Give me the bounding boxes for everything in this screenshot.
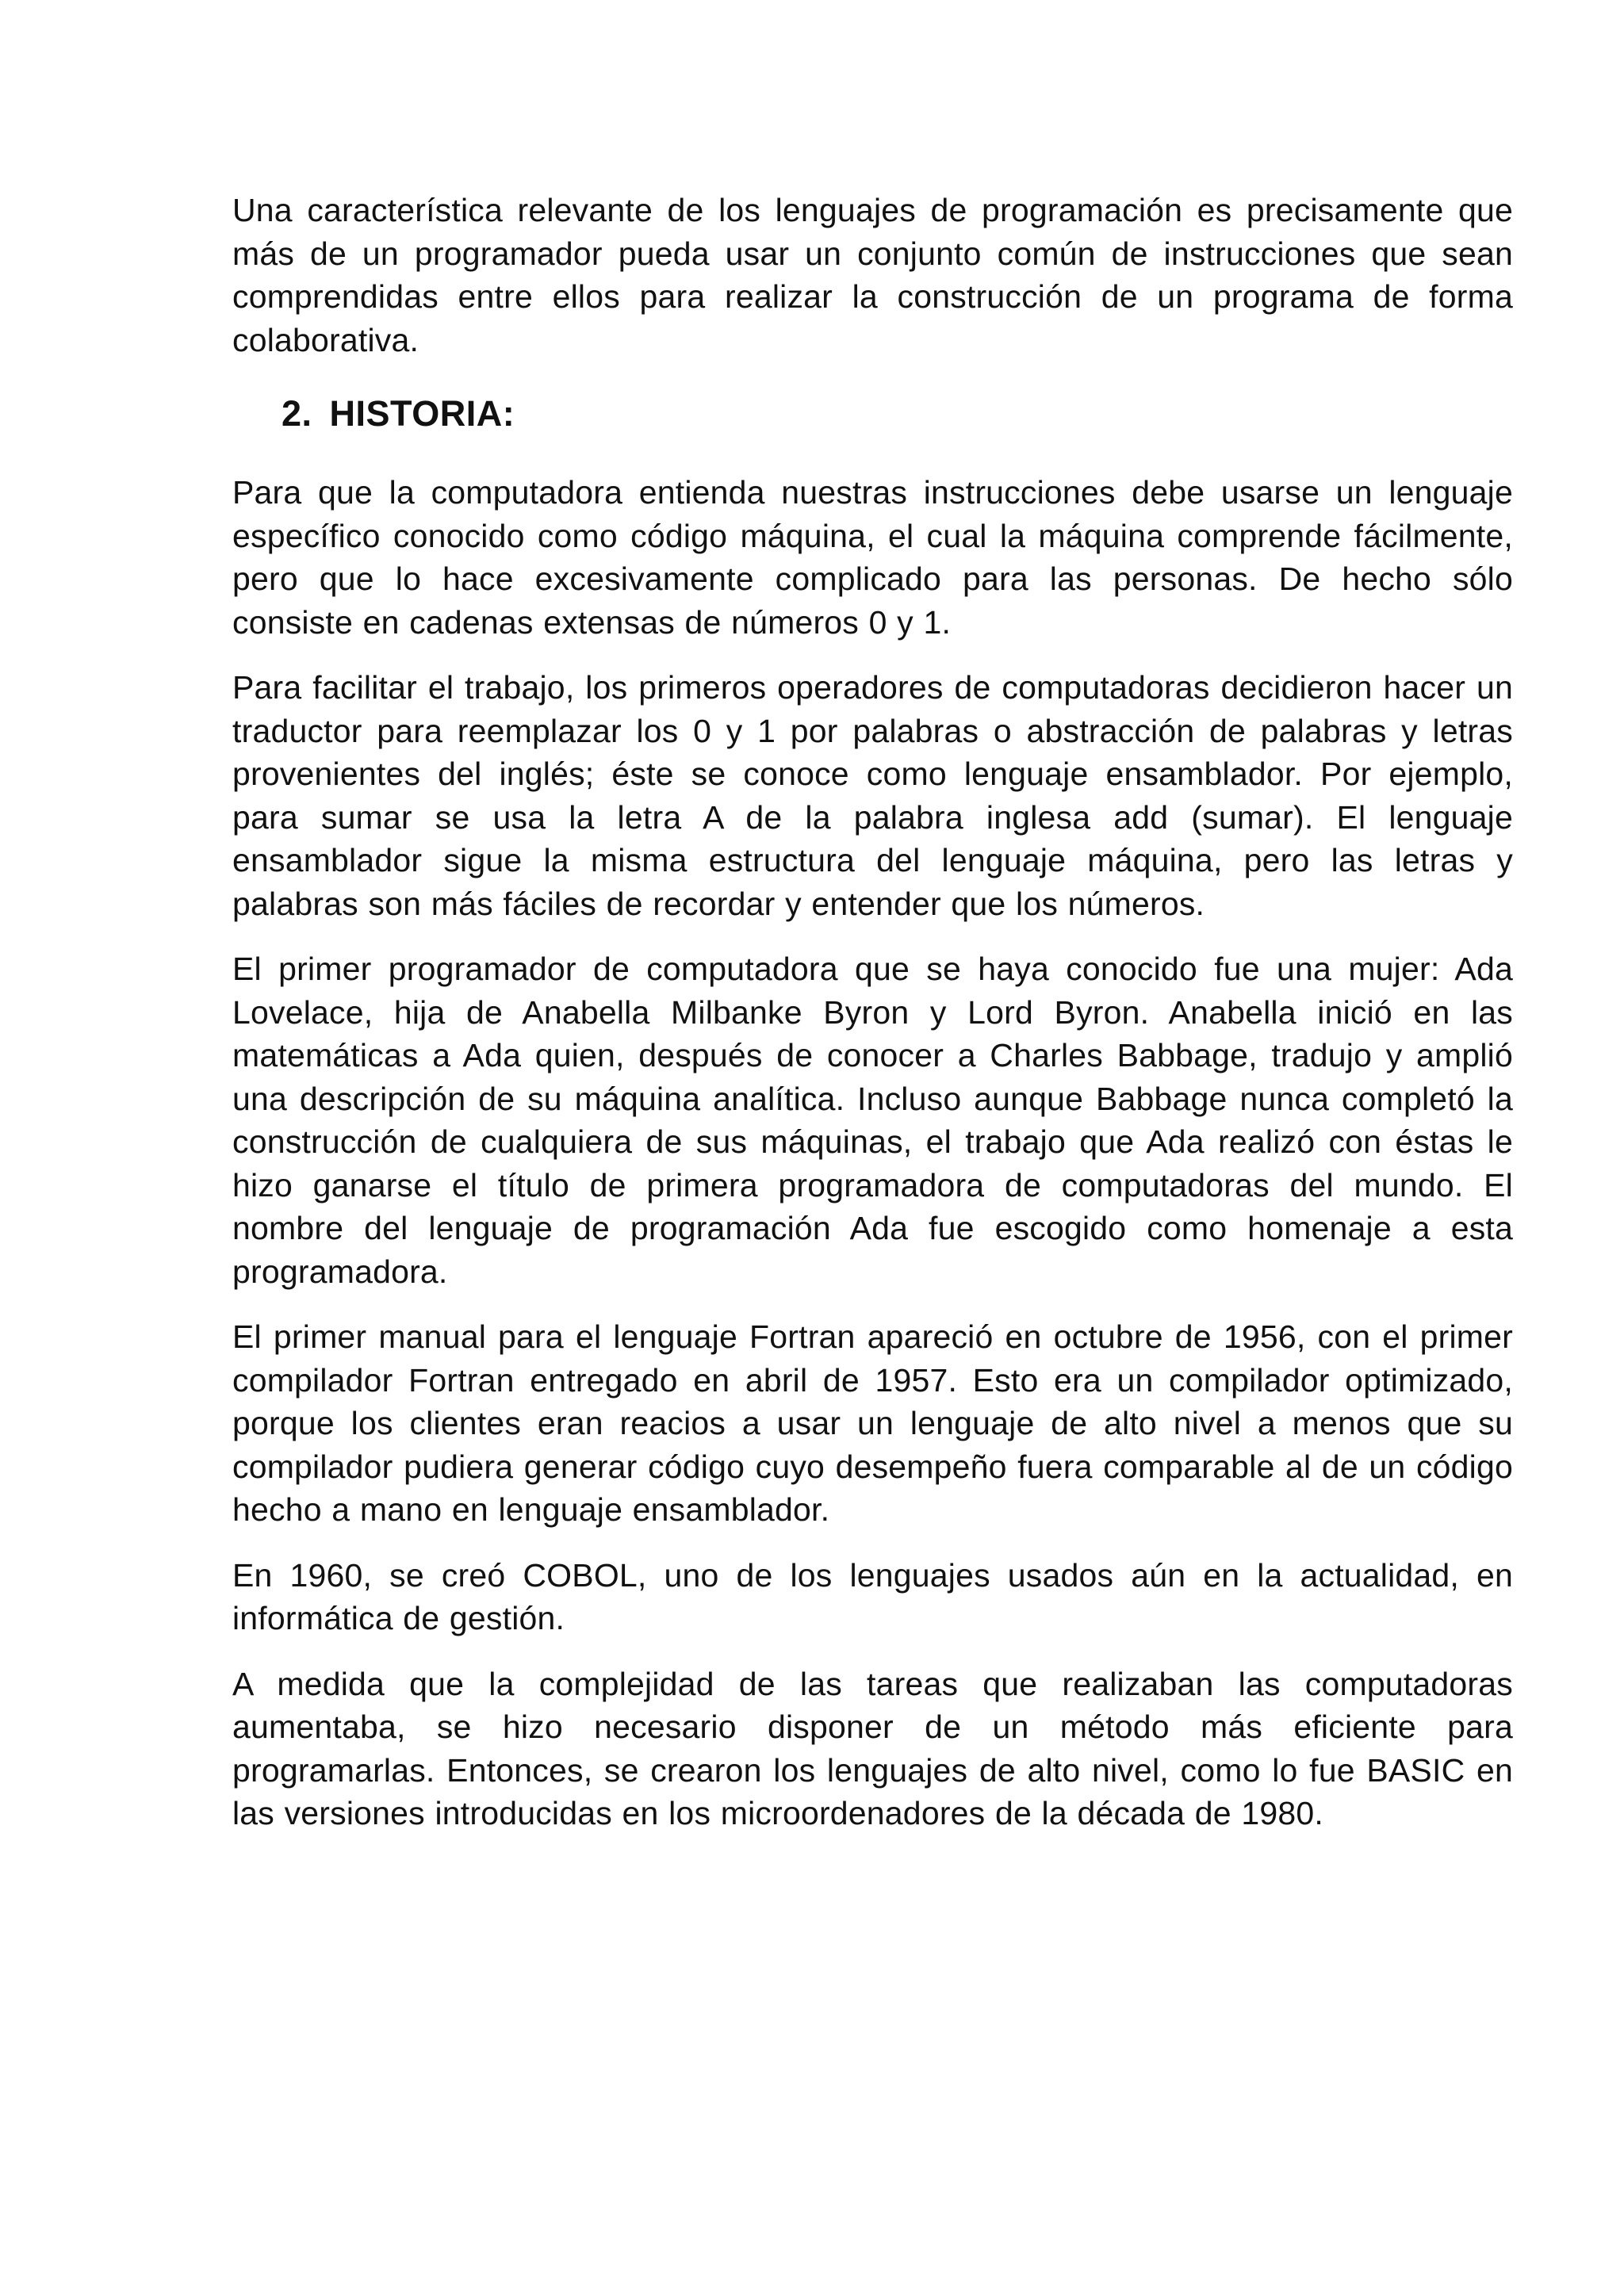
section-title: HISTORIA:: [329, 393, 515, 434]
paragraph-assembler: Para facilitar el trabajo, los primeros operadores de computadoras decidieron hacer un traductor para reemplazar los 0 y 1 por palabras o abstracción de palabras y letras provenientes del inglés; éste se conoce como lenguaje ensamblador. Por ejemplo, para sumar se usa la letra A de la palabra inglesa add (sumar). El lenguaje ensamblador sigue la misma estructura del lenguaje máquina, pero las letras y palabras son más fáciles de recordar y entender que los números.: [232, 669, 1513, 922]
paragraph-cobol: En 1960, se creó COBOL, uno de los lenguajes usados aún en la actualidad, en informática de gestión.: [232, 1556, 1513, 1636]
paragraph-basic: A medida que la complejidad de las tareas que realizaban las computadoras aumentaba, se hizo necesario disponer de un método más eficiente para programarlas. Entonces, se crearon los lenguajes de alto nivel, como lo fue BASIC en las versiones introducidas en los microordenadores de la década de 1980.: [232, 1665, 1513, 1831]
paragraph-ada-lovelace: El primer programador de computadora que se haya conocido fue una mujer: Ada Lovelace, hija de Anabella Milbanke Byron y Lord Byron. Anabella inició en las matemáticas a Ada quien, después de conocer a Charles Babbage, tradujo y amplió una descripción de su máquina analítica. Incluso aunque Babbage nunca completó la construcción de cualquiera de sus máquinas, el trabajo que Ada realizó con éstas le hizo ganarse el título de primera programadora de computadoras del mundo. El nombre del lenguaje de programación Ada fue escogido como homenaje a esta programadora.: [232, 951, 1513, 1290]
document-body: [232, 189, 1513, 1835]
intro-paragraph: Una característica relevante de los lenguajes de programación es precisamente que más de un programador pueda usar un conjunto común de instrucciones que sean comprendidas entre ellos para realizar la construcción de un programa de forma colaborativa.: [232, 192, 1513, 358]
paragraph-machine-code: Para que la computadora entienda nuestras instrucciones debe usarse un lenguaje específico conocido como código máquina, el cual la máquina comprende fácilmente, pero que lo hace excesivamente complicado para las personas. De hecho sólo consiste en cadenas extensas de números 0 y 1.: [232, 474, 1513, 641]
paragraph-fortran: El primer manual para el lenguaje Fortran apareció en octubre de 1956, con el primer compilador Fortran entregado en abril de 1957. Esto era un compilador optimizado, porque los clientes eran reacios a usar un lenguaje de alto nivel a menos que su compilador pudiera generar código cuyo desempeño fuera comparable al de un código hecho a mano en lenguaje ensamblador.: [232, 1318, 1513, 1528]
section-number: 2.: [282, 393, 312, 434]
section-heading-historia: [282, 392, 1513, 436]
